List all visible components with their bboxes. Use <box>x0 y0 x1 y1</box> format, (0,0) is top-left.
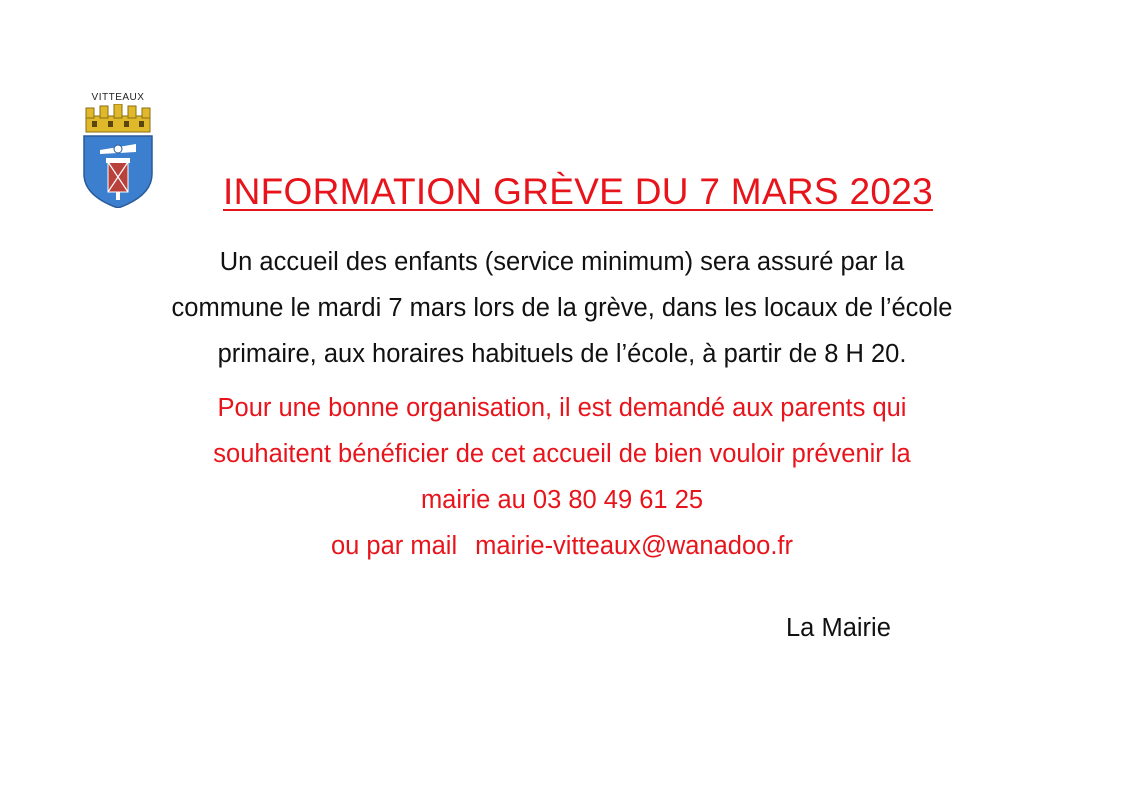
notice-paragraph <box>0 239 1124 377</box>
notice-line: primaire, aux horaires habituels de l’école, à partir de 8 H 20. <box>217 340 907 368</box>
mail-prefix: ou par mail <box>330 532 458 560</box>
signature: La Mairie <box>786 614 891 642</box>
notice-line: commune le mardi 7 mars lors de la grève, dans les locaux de l’école <box>171 294 953 322</box>
phone-line: mairie au 03 80 49 61 25 <box>420 486 704 514</box>
request-line: Pour une bonne organisation, il est demandé aux parents qui <box>217 394 907 422</box>
request-paragraph <box>0 385 1124 569</box>
title-text: INFORMATION GRÈVE DU 7 MARS 2023 <box>223 171 933 212</box>
notice-line: Un accueil des enfants (service minimum) sera assuré par la <box>219 248 905 276</box>
crown-icon <box>86 104 150 132</box>
request-line: souhaitent bénéficier de cet accueil de bien vouloir prévenir la <box>213 440 911 468</box>
notice-title <box>0 171 1124 213</box>
email-address: mairie-vitteaux@wanadoo.fr <box>475 532 793 560</box>
logo-label: VITTEAUX <box>91 92 145 103</box>
mail-line <box>0 523 1124 569</box>
